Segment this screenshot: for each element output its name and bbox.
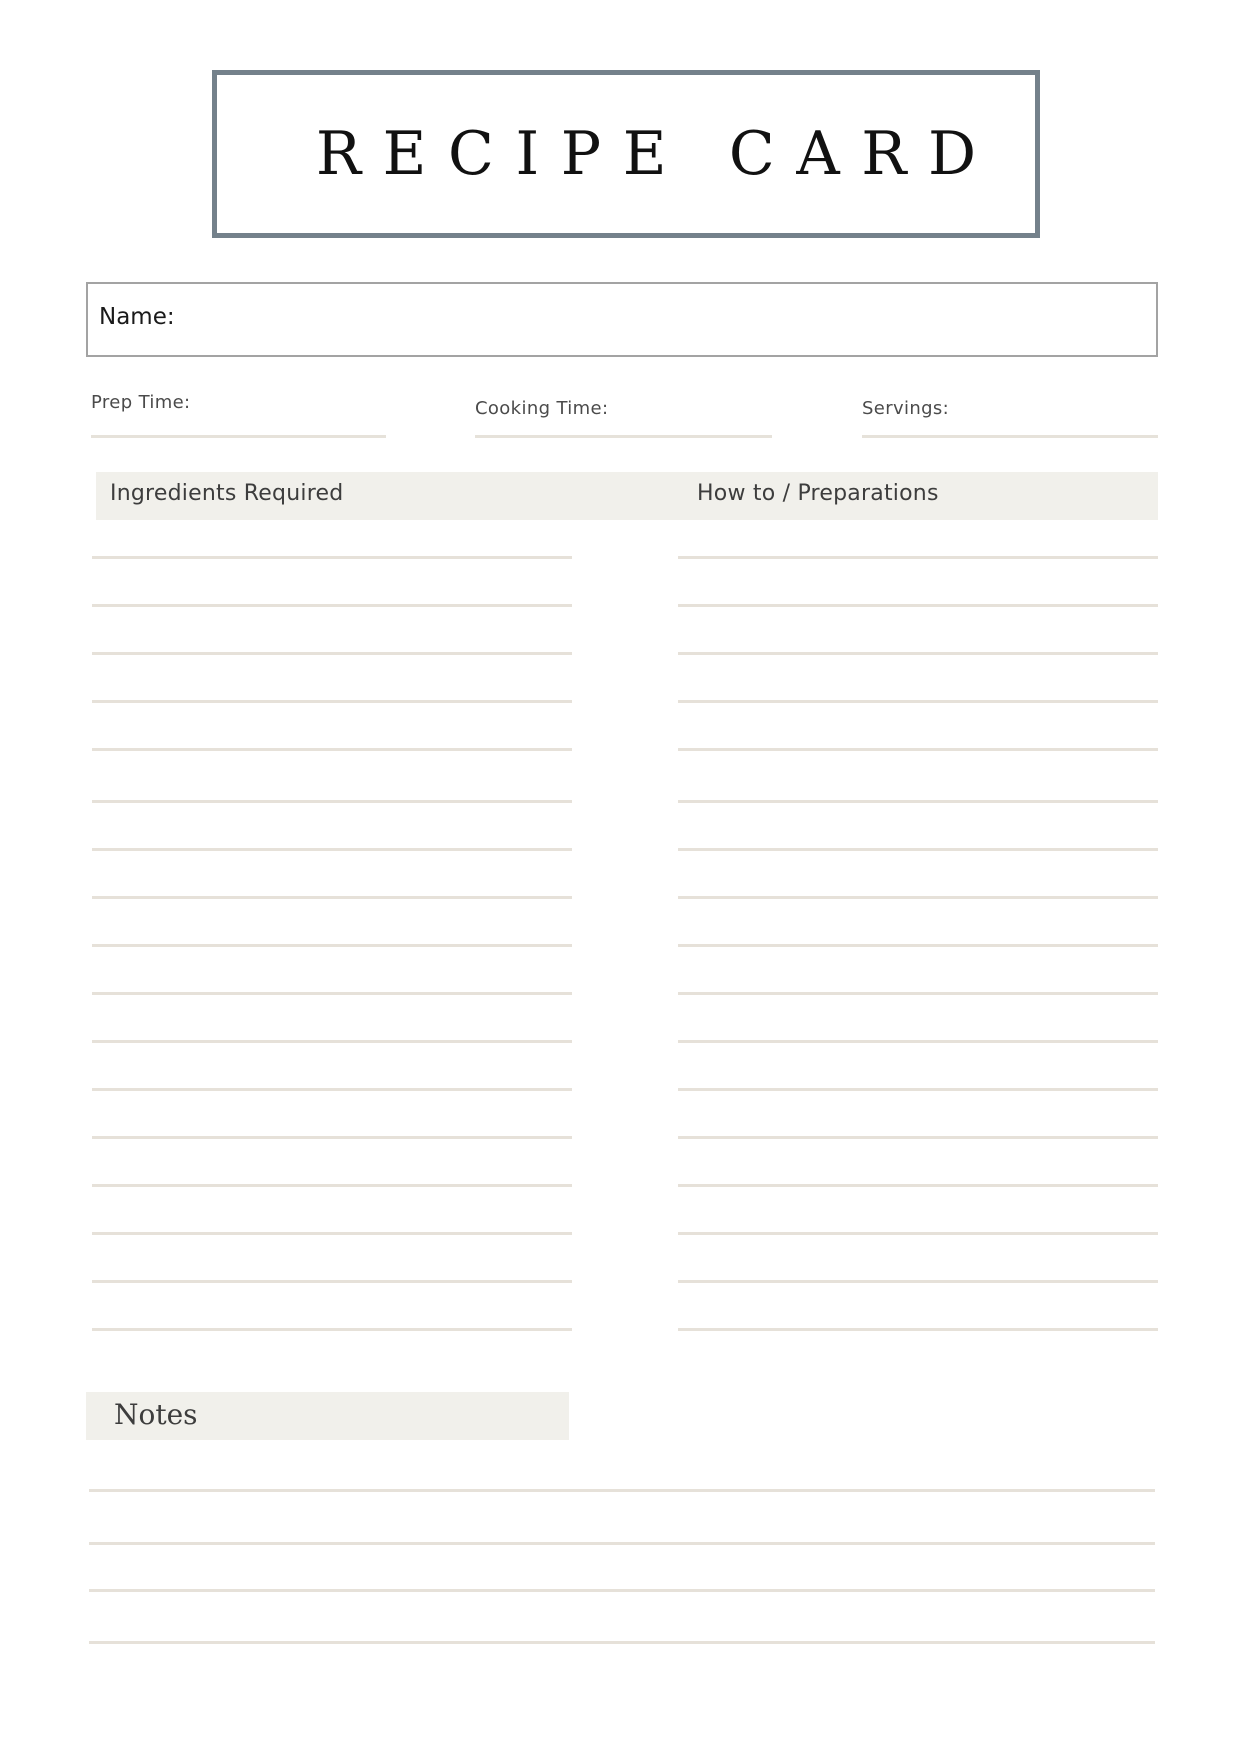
ingredient-line[interactable] (92, 1184, 572, 1187)
preparation-line[interactable] (678, 700, 1158, 703)
ingredient-line[interactable] (92, 556, 572, 559)
notes-line[interactable] (89, 1589, 1155, 1592)
preparation-line[interactable] (678, 896, 1158, 899)
cooking-time-label: Cooking Time: (475, 398, 609, 419)
notes-line[interactable] (89, 1542, 1155, 1545)
preparation-line[interactable] (678, 1328, 1158, 1331)
ingredient-line[interactable] (92, 896, 572, 899)
notes-line[interactable] (89, 1641, 1155, 1644)
ingredient-line[interactable] (92, 1136, 572, 1139)
preparation-line[interactable] (678, 1184, 1158, 1187)
preparations-heading: How to / Preparations (697, 481, 939, 506)
page-title: RECIPE CARD (315, 119, 998, 189)
preparation-line[interactable] (678, 1280, 1158, 1283)
ingredient-line[interactable] (92, 1040, 572, 1043)
ingredient-line[interactable] (92, 604, 572, 607)
preparation-line[interactable] (678, 1088, 1158, 1091)
servings-input-line[interactable] (862, 435, 1158, 438)
preparation-line[interactable] (678, 604, 1158, 607)
preparation-line[interactable] (678, 1040, 1158, 1043)
preparations-lines[interactable] (678, 556, 1158, 1336)
prep-time-label: Prep Time: (91, 392, 191, 413)
preparation-line[interactable] (678, 848, 1158, 851)
preparation-line[interactable] (678, 800, 1158, 803)
section-header-band (96, 472, 1158, 520)
name-label: Name: (99, 304, 175, 330)
ingredient-line[interactable] (92, 700, 572, 703)
preparation-line[interactable] (678, 556, 1158, 559)
ingredients-lines[interactable] (92, 556, 572, 1336)
ingredient-line[interactable] (92, 848, 572, 851)
notes-header-band (86, 1392, 569, 1440)
preparation-line[interactable] (678, 748, 1158, 751)
ingredient-line[interactable] (92, 1232, 572, 1235)
servings-label: Servings: (862, 398, 950, 419)
ingredient-line[interactable] (92, 748, 572, 751)
ingredient-line[interactable] (92, 1328, 572, 1331)
ingredient-line[interactable] (92, 992, 572, 995)
ingredient-line[interactable] (92, 1088, 572, 1091)
notes-lines[interactable] (89, 1489, 1155, 1649)
ingredients-heading: Ingredients Required (110, 481, 344, 506)
prep-time-input-line[interactable] (91, 435, 386, 438)
preparation-line[interactable] (678, 1136, 1158, 1139)
ingredient-line[interactable] (92, 944, 572, 947)
preparation-line[interactable] (678, 944, 1158, 947)
name-field[interactable] (86, 282, 1158, 357)
notes-heading: Notes (114, 1398, 198, 1431)
preparation-line[interactable] (678, 1232, 1158, 1235)
title-box (212, 70, 1040, 238)
ingredient-line[interactable] (92, 1280, 572, 1283)
preparation-line[interactable] (678, 992, 1158, 995)
ingredient-line[interactable] (92, 652, 572, 655)
preparation-line[interactable] (678, 652, 1158, 655)
ingredient-line[interactable] (92, 800, 572, 803)
notes-line[interactable] (89, 1489, 1155, 1492)
cooking-time-input-line[interactable] (475, 435, 772, 438)
